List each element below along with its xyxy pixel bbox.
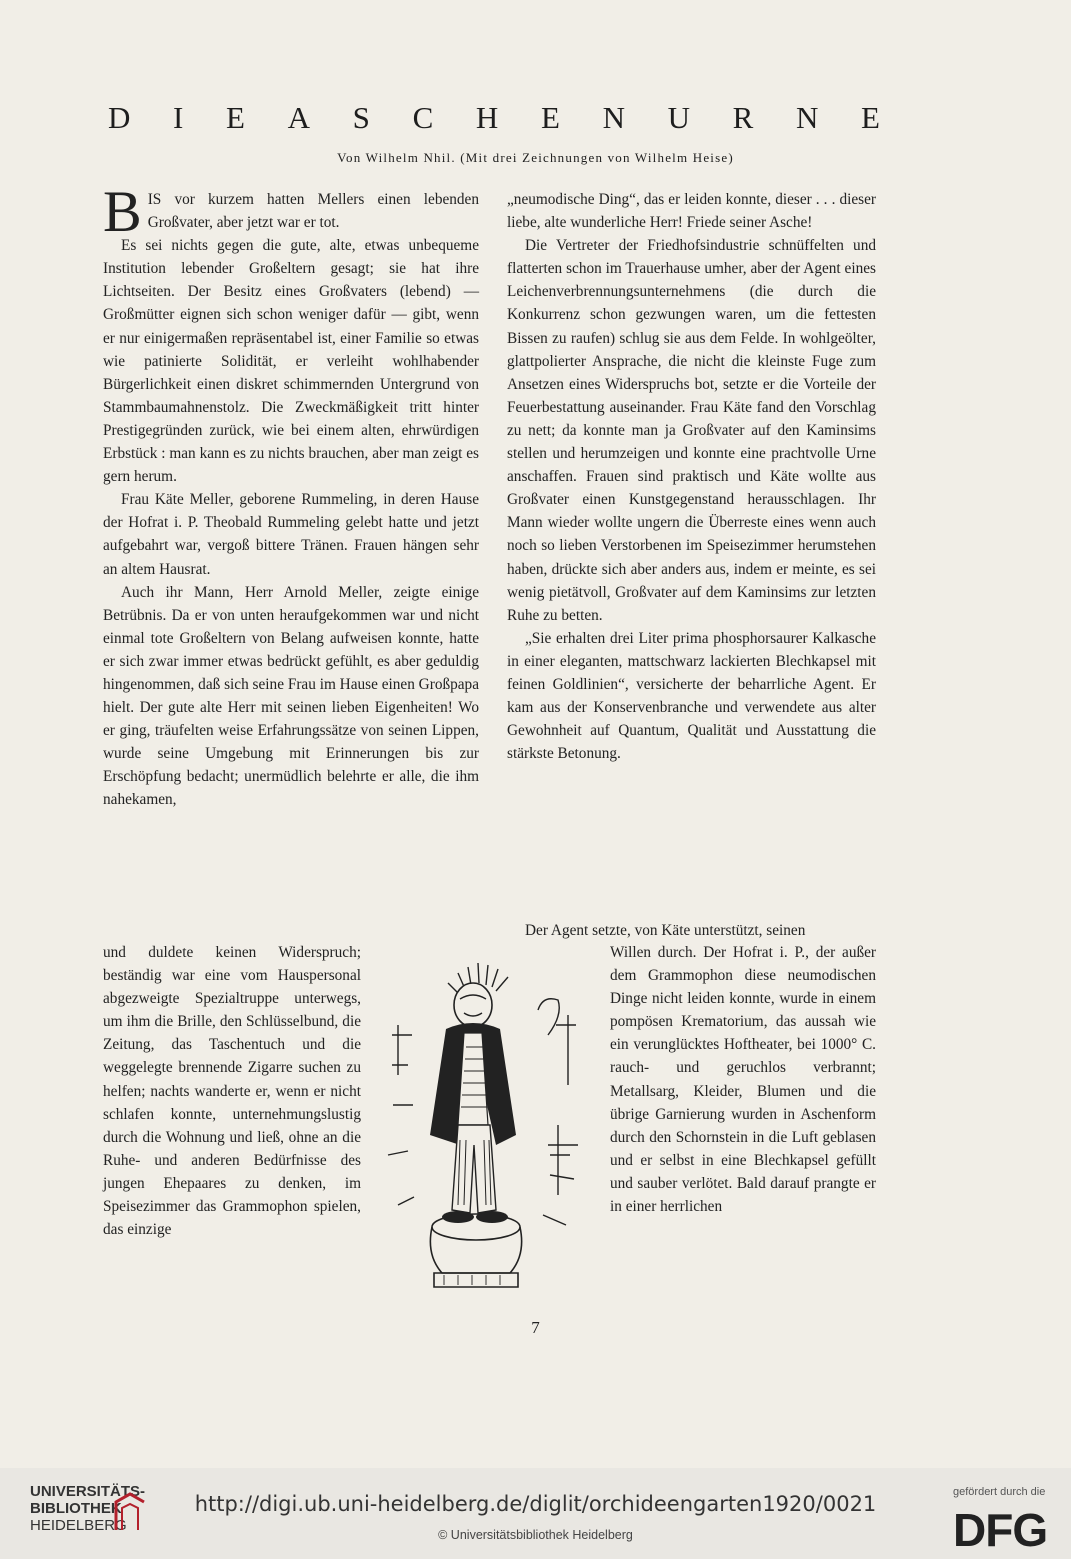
urn-body bbox=[430, 1227, 521, 1273]
title-letter: H bbox=[475, 100, 499, 135]
funding-note: gefördert durch die bbox=[953, 1486, 1046, 1498]
paragraph-text: IS vor kurzem hatten Mellers einen lebenden Großvater, aber jetzt war er tot. bbox=[147, 191, 479, 232]
title-letter: R bbox=[732, 100, 754, 135]
right-column-line bbox=[507, 919, 876, 942]
left-column bbox=[103, 179, 479, 812]
paragraph: Auch ihr Mann, Herr Arnold Meller, zeigte einige Betrübnis. Da er von unten heraufgekommen war und nicht einmal tote Großeltern von Belang aufweisen konnte, hatte er sich zwar immer etwas bedrückt gefühlt, es aber geduldig hingenommen, daß sich seine Frau im Hause einen Großpapa hielt. Der gute alte Herr mit seinen lieben Eigenheiten! Wo er ging, träufelten weise Erfahrungssätze von seinen Lippen, wurde seine Umgebung mit Erinnerungen bis zur Erschöpfung bedacht; unermüdlich belehrte er alle, die ihm nahekamen, bbox=[103, 583, 479, 809]
title-letter: E bbox=[226, 100, 245, 135]
paragraph: Der Agent setzte, von Käte unterstützt, seinen bbox=[525, 922, 806, 939]
paragraph: Die Vertreter der Friedhofsindustrie schnüffelten und flatterten schon im Trauerhause umher, aber der Agent eines Leichenverbrennungsunternehmens (die durch die Konkurrenz schon gezwungen waren, um die fettesten Bissen zu raufen) schlug sie aus dem Felde. In wohlgeölter, glattpolierter Ansprache, die nicht die kleinste Fuge zum Ansetzen eines Widerspruchs bot, setzte er die Vorteile der Feuerbestattung auseinander. Frau Käte fand den Vorschlag zu nett; da konnte man ja Großvater auf den Kaminsims stellen und herumzeigen und konnte eine prachtvolle Urne anschaffen. Frauen sind praktisch und Käte wollte aus Großvater einen Kunstgegenstand herausschlagen. Ihr Mann wieder wollte ungern die Überreste eines wenn auch noch so lieben Verstorbenen im Speisezimmer herumstehen haben, drückte sich aber anders aus, indem er meinte, es sei wenig pietätvoll, Großvater auf dem Kaminsims zur letzten Ruhe zu betten. bbox=[507, 237, 876, 624]
title-letter: S bbox=[352, 100, 370, 135]
paragraph bbox=[103, 179, 479, 244]
title-letter: A bbox=[287, 100, 311, 135]
title-letter: D bbox=[108, 100, 131, 135]
drop-cap: B bbox=[103, 179, 142, 244]
dfg-logo: DFG bbox=[953, 1504, 1048, 1556]
grandfather-illustration bbox=[378, 955, 588, 1295]
paragraph: Willen durch. Der Hofrat i. P., der außer dem Grammophon diese neumodischen Dinge nicht leiden konnte, wurde in einem pompösen Krematorium, das aussah wie ein verunglücktes Hoftheater, bei 1000° C. rauch- und geruchlos verbrannt; Metallsarg, Kleider, Blumen und die übrige Garnierung wurden in Aschenform durch den Schornstein in die Luft geblasen und er selbst in eine Blechkapsel gefüllt und sauber verlötet. Bald darauf prangte er in einer herrlichen bbox=[610, 944, 876, 1216]
page-number: 7 bbox=[531, 1318, 540, 1337]
figure-head bbox=[454, 983, 492, 1027]
title-letter: N bbox=[796, 100, 819, 135]
title-letter: E bbox=[540, 100, 560, 135]
title-letter: I bbox=[173, 100, 184, 135]
title-letter: C bbox=[412, 100, 434, 135]
paragraph: und duldete keinen Widerspruch; beständig war eine vom Hauspersonal abgezweigte Spezialtruppe unterwegs, um ihm die Brille, den Schlüsselbund, die Zeitung, das Taschentuch und die weggelegte brennende Zigarre suchen zu helfen; nachts wanderte er, wenn er nicht schlafen konnte, unternehmungslustig durch die Wohnung und ließ, ohne an die Ruhe- und anderen Bedürfnisse des jungen Ehepaares zu denken, im Speisezimmer das Grammophon spielen, das einzige bbox=[103, 944, 361, 1239]
right-column bbox=[507, 188, 876, 765]
article-title bbox=[108, 100, 880, 136]
byline: Von Wilhelm Nhil. (Mit drei Zeichnungen von Wilhelm Heise) bbox=[337, 150, 734, 165]
paragraph: Frau Käte Meller, geborene Rummeling, in deren Hause der Hofrat i. P. Theobald Rummeling gelebt hatte und jetzt aufgebahrt war, vergoß bittere Tränen. Frauen hängen sehr an altem Hausrat. bbox=[103, 491, 479, 578]
title-letter: U bbox=[667, 100, 690, 135]
footer-bar bbox=[0, 1468, 1071, 1559]
library-name-line3: HEIDELBERG bbox=[30, 1517, 127, 1534]
copyright-notice: © Universitätsbibliothek Heidelberg bbox=[438, 1528, 633, 1542]
title-letter: N bbox=[602, 100, 625, 135]
library-name-line1: UNIVERSITÄTS- bbox=[30, 1483, 146, 1500]
title-letter: E bbox=[861, 100, 880, 135]
paragraph: „neumodische Ding“, das er leiden konnte, dieser . . . dieser liebe, alte wunderliche Herr! Friede seiner Asche! bbox=[507, 191, 876, 232]
paragraph: „Sie erhalten drei Liter prima phosphorsaurer Kalkasche in einer eleganten, mattschwarz lackierten Blechkapsel mit feinen Goldlinien“, versicherte der beharrliche Agent. Er kam aus der Konservenbranche und verwendete aus alter Gewohnheit auf Quantum, Qualität und Ausstattung die stärkste Betonung. bbox=[507, 629, 876, 763]
paragraph: Es sei nichts gegen die gute, alte, etwas unbequeme Institution lebender Großeltern gesagt; sie hat ihre Lichtseiten. Der Besitz eines Großvaters (lebend) — Großmütter eignen sich schon weniger dafür — gibt, wenn er nur einigermaßen repräsentabel ist, einer Familie so etwas wie patinierte Solidität, er verleiht wohlhabender Bürgerlichkeit einen diskret schimmernden Untergrund von Stammbaumahnenstolz. Die Zweckmäßigkeit tritt hinter Prestigegründen zurück, wie bei einem alten, ehrwürdigen Erbstück : man kann es zu nichts brauchen, aber man zeigt es gern herum. bbox=[103, 237, 479, 486]
library-name-line2: BIBLIOTHEK bbox=[30, 1500, 122, 1517]
permalink-url[interactable]: http://digi.ub.uni-heidelberg.de/diglit/orchideengarten1920/0021 bbox=[194, 1492, 877, 1516]
left-column-wrap bbox=[103, 941, 361, 1241]
right-column-wrap bbox=[610, 941, 876, 1218]
